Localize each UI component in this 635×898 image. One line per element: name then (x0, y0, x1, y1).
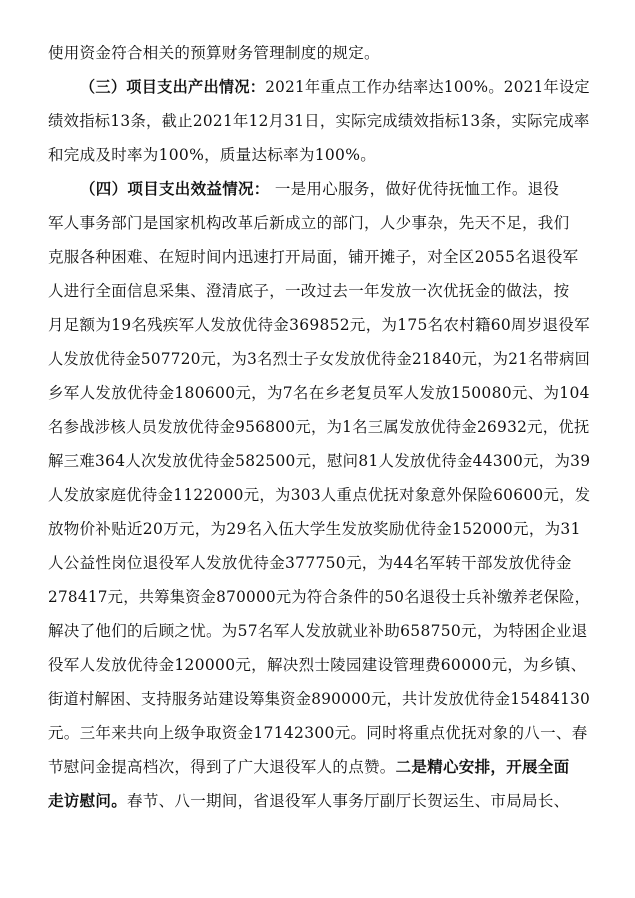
text-segment: 人公益性岗位退役军人发放优待金377750元，为44名军转干部发放优待金 (48, 554, 572, 572)
text-line (48, 584, 590, 610)
text-line (48, 210, 590, 236)
text-line (48, 312, 590, 338)
bold-phrase: 走访慰问。 (48, 791, 128, 810)
text-line (48, 686, 590, 712)
text-segment: 克服各种困难、在短时间内迅速打开局面，铺开摊子，对全区2055名退役军 (48, 248, 579, 266)
text-segment: 278417元，共筹集资金870000元为符合条件的50名退役士兵补缴养老保险， (48, 588, 591, 606)
text-segment: 和完成及时率为100%，质量达标率为100%。 (48, 146, 377, 164)
text-line (48, 244, 590, 270)
text-segment: 街道村解困、支持服务站建设筹集资金890000元，共计发放优待金15484130 (48, 690, 591, 708)
text-segment: 使用资金符合相关的预算财务管理制度的规定。 (48, 44, 380, 62)
bold-phrase: 二是精心安排，开展全面 (395, 757, 570, 776)
text-segment: 元。三年来共向上级争取资金17142300元。同时将重点优抚对象的八一、春 (48, 724, 588, 742)
text-segment: 人进行全面信息采集、澄清底子，一改过去一年发放一次优抚金的做法，按 (48, 282, 570, 300)
text-segment: 2021年重点工作办结率达100%。2021年设定 (265, 78, 590, 96)
text-segment: 绩效指标13条，截止2021年12月31日，实际完成绩效指标13条，实际完成率 (48, 112, 590, 130)
text-segment: 放物价补贴近20万元，为29名入伍大学生发放奖励优待金152000元，为31 (48, 520, 581, 538)
text-line (48, 754, 590, 780)
text-line (48, 448, 590, 474)
text-line (48, 414, 590, 440)
text-line (48, 652, 590, 678)
text-line (48, 550, 590, 576)
text-line (48, 720, 590, 746)
text-line (48, 788, 590, 814)
text-segment: 节慰问金提高档次，得到了广大退役军人的点赞。 (48, 758, 396, 776)
text-line (80, 176, 590, 202)
section-heading: （三）项目支出产出情况： (80, 77, 266, 96)
text-segment: 人发放家庭优待金1122000元，为303人重点优抚对象意外保险60600元，发 (48, 486, 591, 504)
text-segment: 名参战涉核人员发放优待金956800元，为1名三属发放优待金26932元，优抚 (48, 418, 590, 436)
text-line (48, 108, 590, 134)
text-segment: 解三难364人次发放优待金582500元，慰问81人发放优待金44300元，为39 (48, 452, 591, 470)
section-heading: （四）项目支出效益情况： (80, 179, 270, 198)
text-segment: 月足额为19名残疾军人发放优待金369852元，为175名农村籍60周岁退役军 (48, 316, 590, 334)
text-segment: 人发放优待金507720元，为3名烈士子女发放优待金21840元，为21名带病回 (48, 350, 591, 368)
text-line (48, 278, 590, 304)
text-segment: 一是用心服务，做好优待抚恤工作。退役 (269, 180, 560, 198)
text-line (48, 482, 590, 508)
text-line (48, 142, 590, 168)
text-line (80, 74, 590, 100)
text-line (48, 380, 590, 406)
text-line (48, 40, 590, 66)
text-line (48, 346, 590, 372)
text-segment: 军人事务部门是国家机构改革后新成立的部门，人少事杂，先天不足，我们 (48, 214, 570, 232)
text-segment: 解决了他们的后顾之忧。为57名军人发放就业补助658750元，为特困企业退 (48, 622, 588, 640)
text-line (48, 618, 590, 644)
text-segment: 春节、八一期间，省退役军人事务厅副厅长贺运生、市局局长、 (127, 792, 570, 810)
text-segment: 役军人发放优待金120000元，解决烈士陵园建设管理费60000元，为乡镇、 (48, 656, 587, 674)
text-segment: 乡军人发放优待金180600元，为7名在乡老复员军人发放150080元、为104 (48, 384, 590, 402)
text-line (48, 516, 590, 542)
